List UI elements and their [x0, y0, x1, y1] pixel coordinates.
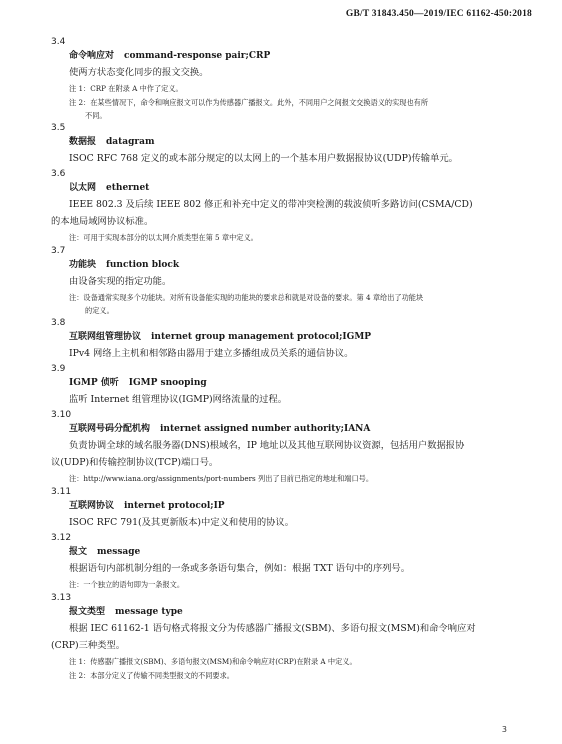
note-line: 的定义。 [85, 306, 114, 315]
term-heading [0, 135, 562, 151]
note: 注：可用于实现本部分的以太网介质类型在第 5 章中定义。 [69, 233, 258, 242]
term-definition: ISOC RFC 791(及其更新版本)中定义和使用的协议。 [69, 517, 295, 528]
term-chinese: 互联网组管理协议 [69, 332, 142, 342]
term-entry-3-6 [0, 168, 562, 245]
term-english: datagram [106, 137, 155, 147]
term-english: internet protocol;IP [124, 501, 225, 511]
term-heading [0, 422, 562, 438]
note-line: 不同。 [85, 111, 107, 120]
page-body [0, 36, 562, 683]
term-definition: 监听 Internet 组管理协议(IGMP)网络流量的过程。 [69, 394, 288, 405]
term-definition: 根据语句内部机制分组的一条或多条语句集合，例如：根据 TXT 语句中的序列号。 [69, 563, 411, 574]
term-entry-3-12 [0, 532, 562, 592]
term-chinese: 互联网协议 [69, 501, 115, 511]
term-chinese: 互联网号码分配机构 [69, 424, 151, 434]
term-english: ethernet [106, 183, 150, 193]
term-english: function block [106, 260, 180, 270]
term-definition: IPv4 网络上主机和相邻路由器用于建立多播组成员关系的通信协议。 [69, 348, 354, 359]
document-header: GB/T 31843.450—2019/IEC 61162-450:2018 [345, 9, 532, 19]
note-line: 注 2：在某些情况下，命令和响应报文可以作为传感器广播报文。此外，不同用户之间报文交换语义的实现也有所 [69, 98, 429, 107]
term-entry-3-9 [0, 363, 562, 408]
term-entry-3-10 [0, 409, 562, 486]
clause-number: 3.4 [51, 37, 66, 47]
term-english: message [97, 547, 141, 557]
term-chinese: 功能块 [69, 260, 97, 270]
term-definition: 由设备实现的指定功能。 [69, 276, 172, 287]
note: 注 2：本部分定义了传输不同类型报文的不同要求。 [69, 671, 234, 680]
clause-number: 3.11 [51, 487, 72, 497]
term-heading [0, 330, 562, 346]
term-entry-3-8 [0, 317, 562, 362]
clause-number: 3.9 [51, 364, 66, 374]
term-english: internet group management protocol;IGMP [151, 332, 372, 342]
note [0, 291, 562, 317]
term-entry-3-5 [0, 122, 562, 167]
term-entry-3-13 [0, 592, 562, 683]
term-heading [0, 499, 562, 515]
term-chinese: 报文 [69, 547, 88, 557]
term-chinese: 数据报 [69, 137, 97, 147]
term-definition: 使两方状态变化同步的报文交换。 [69, 67, 209, 78]
clause-number: 3.6 [51, 169, 66, 179]
term-english: IGMP snooping [128, 378, 207, 388]
clause-number: 3.5 [51, 123, 66, 133]
clause-number: 3.8 [51, 318, 66, 328]
clause-number: 3.7 [51, 246, 66, 256]
note: 注 1：CRP 在附录 A 中作了定义。 [69, 84, 183, 93]
term-heading [0, 258, 562, 274]
term-heading [0, 49, 562, 65]
term-chinese: 命令响应对 [69, 51, 115, 61]
note: 注：http://www.iana.org/assignments/port-numbers 列出了目前已指定的地址和端口号。 [69, 474, 374, 483]
note: 注：一个独立的语句即为一条报文。 [69, 580, 185, 589]
term-definition: IEEE 802.3 及后续 IEEE 802 修正和补充中定义的带冲突检测的载波侦听多路访问(CSMA/CD) [69, 199, 473, 210]
term-heading [0, 605, 562, 621]
clause-number: 3.10 [51, 410, 72, 420]
term-heading [0, 545, 562, 561]
term-definition: 负责协调全球的域名服务器(DNS)根域名，IP 地址以及其他互联网协议资源，包括用户数据报协 [69, 440, 465, 451]
term-chinese: IGMP 侦听 [69, 378, 119, 388]
term-heading [0, 181, 562, 197]
note: 注 1：传感器广播报文(SBM)、多语句报文(MSM)和命令响应对(CRP)在附录 A 中定义。 [69, 657, 357, 666]
page-number: 3 [501, 725, 507, 734]
clause-number: 3.12 [51, 533, 72, 543]
term-entry-3-4 [0, 36, 562, 122]
term-definition: 根据 IEC 61162-1 语句格式将报文分为传感器广播报文(SBM)、多语句报文(MSM)和命令响应对 [69, 623, 476, 634]
term-english: command-response pair;CRP [124, 51, 271, 61]
term-chinese: 报文类型 [69, 607, 106, 617]
term-definition-continued: 议(UDP)和传输控制协议(TCP)端口号。 [51, 457, 219, 468]
term-english: message type [115, 607, 183, 617]
term-entry-3-11 [0, 486, 562, 531]
term-heading [0, 376, 562, 392]
note [0, 96, 562, 122]
term-english: internet assigned number authority;IANA [160, 424, 371, 434]
term-definition: ISOC RFC 768 定义的或本部分规定的以太网上的一个基本用户数据报协议(UDP)传输单元。 [69, 153, 458, 164]
term-entry-3-7 [0, 245, 562, 317]
term-definition-continued: 的本地局域网协议标准。 [51, 216, 154, 227]
term-definition-continued: (CRP)三种类型。 [51, 640, 126, 651]
clause-number: 3.13 [51, 593, 72, 603]
term-chinese: 以太网 [69, 183, 97, 193]
note-line: 注：设备通常实现多个功能块。对所有设备能实现的功能块的要求总和就是对设备的要求。第 4 章给出了功能块 [69, 293, 424, 302]
